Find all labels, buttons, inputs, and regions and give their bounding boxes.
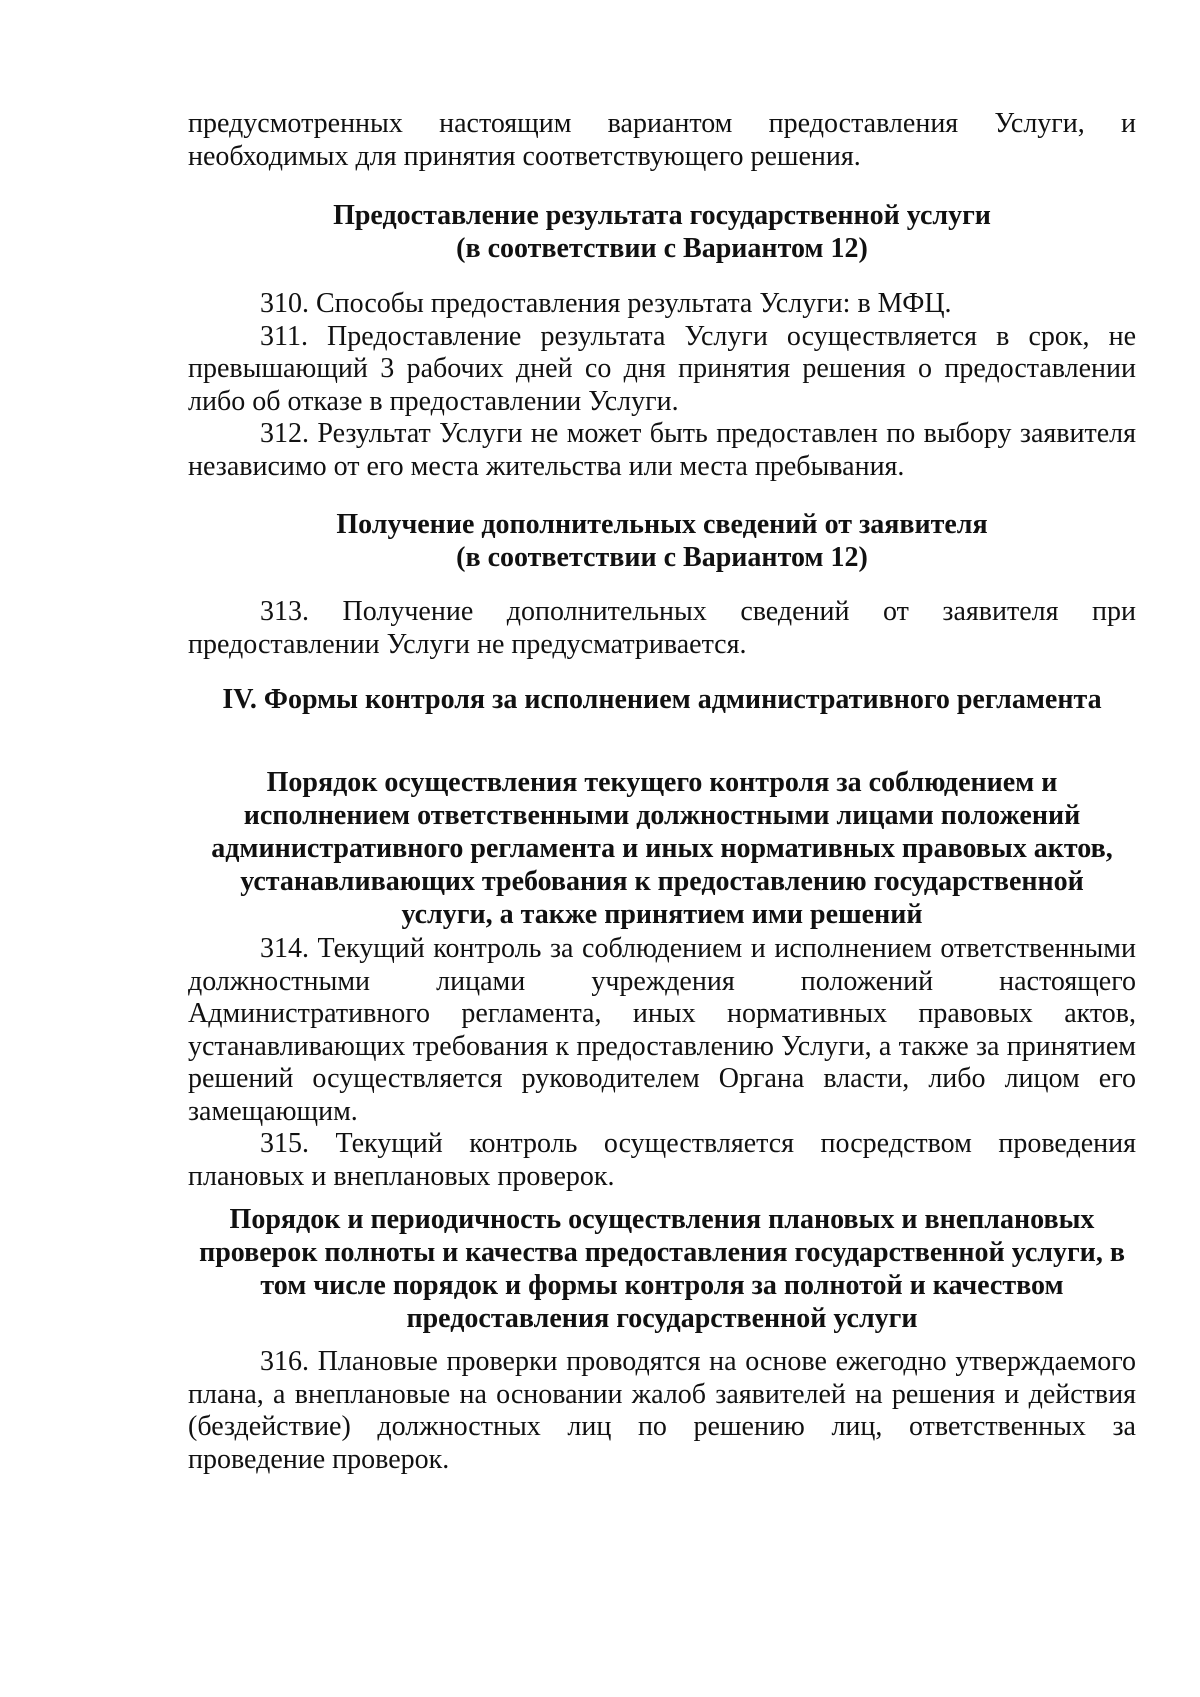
paragraph-311: 311. Предоставление результата Услуги осуществляется в срок, не превышающий 3 рабочих дней со дня принятия решения о предоставлении либо об отказе в предоставлении Услуги. [188,320,1136,417]
heading-inspections-line1: Порядок и периодичность осуществления плановых и внеплановых [229,1204,1095,1235]
chapter-4-title-line: IV. Формы контроля за исполнением административного регламента [222,684,1102,715]
heading-inspections [188,1203,1136,1335]
paragraph-310: 310. Способы предоставления результата Услуги: в МФЦ. [260,288,952,319]
heading-result [188,199,1136,265]
paragraph-313: 313. Получение дополнительных сведений от заявителя при предоставлении Услуги не предусматривается. [188,596,1136,660]
additional-paragraphs [188,596,1136,661]
heading-current-control [188,766,1136,931]
paragraph-314: 314. Текущий контроль за соблюдением и исполнением ответственными должностными лицами учреждения положений настоящего Административного регламента, иных нормативных правовых актов, устанавливающих требования к предоставлению Услуги, а также за принятием решений осуществляется руководителем Органа власти, либо лицом его замещающим. [188,933,1136,1127]
paragraph-316: 316. Плановые проверки проводятся на основе ежегодно утверждаемого плана, а внеплановые на основании жалоб заявителей на решения и действия (бездействие) должностных лиц по решению лиц, ответственных за проведение проверок. [188,1346,1136,1475]
heading-current-control-line5: услуги, а также принятием ими решений [401,899,923,930]
heading-inspections-line4: предоставления государственной услуги [406,1303,918,1334]
heading-current-control-line1: Порядок осуществления текущего контроля за соблюдением и [266,767,1058,798]
heading-inspections-line3: том числе порядок и формы контроля за полнотой и качеством [260,1270,1064,1301]
inspections-paragraphs [188,1346,1136,1476]
heading-current-control-line4: устанавливающих требования к предоставлению государственной [240,866,1084,897]
current-control-paragraphs [188,933,1136,1193]
heading-result-line2: (в соответствии с Вариантом 12) [456,233,868,264]
heading-current-control-line2: исполнением ответственными должностными лицами положений [243,800,1081,831]
heading-current-control-line3: административного регламента и иных нормативных правовых актов, [211,833,1113,864]
heading-inspections-line2: проверок полноты и качества предоставления государственной услуги, в [199,1237,1125,1268]
intro-paragraph: предусмотренных настоящим вариантом предоставления Услуги, и необходимых для принятия соответствующего решения. [188,108,1136,172]
heading-result-line1: Предоставление результата государственной услуги [333,200,991,231]
chapter-4-title [188,683,1136,716]
paragraph-312: 312. Результат Услуги не может быть предоставлен по выбору заявителя независимо от его места жительства или места пребывания. [188,418,1136,482]
paragraph-315: 315. Текущий контроль осуществляется посредством проведения плановых и внеплановых проверок. [188,1128,1136,1192]
heading-additional-line1: Получение дополнительных сведений от заявителя [336,509,988,540]
result-paragraphs [188,288,1136,483]
intro-block [188,108,1136,173]
heading-additional-line2: (в соответствии с Вариантом 12) [456,542,868,573]
heading-additional [188,508,1136,574]
